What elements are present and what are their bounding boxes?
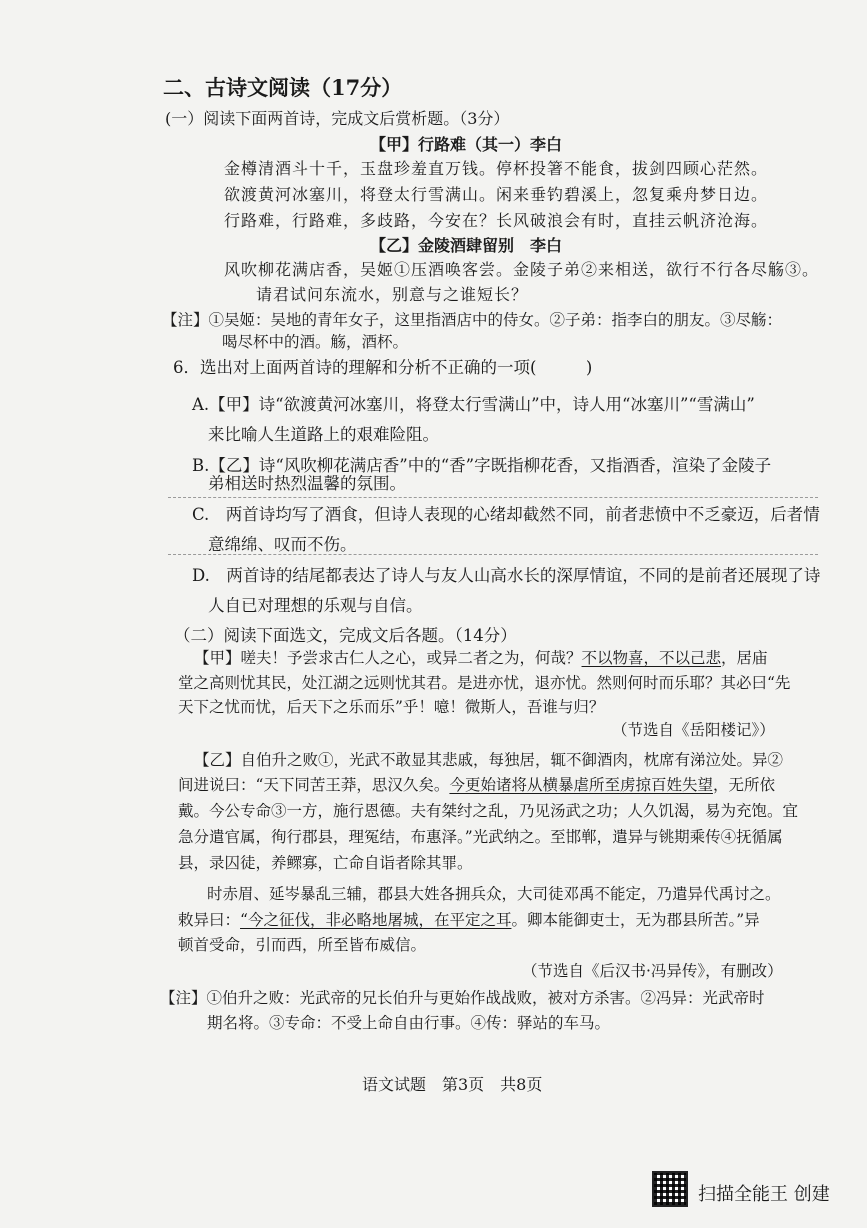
underlined-sentence: 不以物喜，不以己悲 bbox=[581, 649, 722, 667]
text-b-line bbox=[178, 773, 775, 795]
text-b-segment: ，无所依 bbox=[712, 776, 775, 794]
text-a-line: 天下之忧而忧，后天下之乐而乐”乎！噫！微斯人，吾谁与归？ bbox=[178, 698, 605, 716]
poem-b-line: 风吹柳花满店香，吴姬①压酒唤客尝。金陵子弟②来相送，欲行不行各尽觞③。 bbox=[224, 260, 820, 279]
option-b: B.【乙】诗“风吹柳花满店香”中的“香”字既指柳花香，又指酒香，渲染了金陵子 bbox=[192, 456, 772, 475]
text-a-line: 堂之高则忧其民，处江湖之远则忧其君。是进亦忧，退亦忧。然则何时而乐耶？其必曰“先 bbox=[178, 674, 791, 692]
text-b-segment: 。卿本能御吏士，无为郡县所苦。”异 bbox=[511, 911, 760, 929]
underlined-sentence: 今更始诸将从横暴虐所至虏掠百姓失望 bbox=[449, 776, 713, 794]
notes-2-line: 期名将。③专命：不受上命自由行事。④传：驿站的车马。 bbox=[207, 1014, 611, 1032]
scanner-watermark: 扫描全能王 创建 bbox=[698, 1184, 830, 1205]
text-a-line bbox=[194, 646, 768, 668]
notes-1-line: 【注】①吴姬：吴地的青年女子，这里指酒店中的侍女。②子弟：指李白的朋友。③尽觞： bbox=[162, 311, 783, 329]
text-b-segment: 敕异曰： bbox=[178, 911, 241, 929]
text-a-source: （节选自《岳阳楼记》） bbox=[612, 721, 775, 739]
notes-2-line: 【注】①伯升之败：光武帝的兄长伯升与更始作战战败，被对方杀害。②冯异：光武帝时 bbox=[160, 989, 765, 1007]
option-a-cont: 来比喻人生道路上的艰难险阻。 bbox=[208, 425, 439, 444]
option-c-cont: 意绵绵、叹而不伤。 bbox=[208, 535, 357, 554]
poem-b-line: 请君试问东流水，别意与之谁短长？ bbox=[256, 285, 529, 304]
qr-code-icon bbox=[652, 1171, 688, 1207]
option-c: C. 两首诗均写了酒食，但诗人表现的心绪却截然不同，前者悲愤中不乏豪迈，后者情 bbox=[192, 505, 820, 524]
poem-a-title: 【甲】行路难（其一）李白 bbox=[370, 135, 563, 154]
poem-a-line: 金樽清酒斗十千，玉盘珍羞直万钱。停杯投箸不能食，拔剑四顾心茫然。 bbox=[224, 159, 769, 178]
text-a-segment: ，居庙 bbox=[721, 649, 768, 667]
option-d-cont: 人自已对理想的乐观与自信。 bbox=[208, 596, 423, 615]
part1-title: (一）阅读下面两首诗，完成文后赏析题。（3分） bbox=[165, 109, 510, 128]
poem-b-title: 【乙】金陵酒肆留别 李白 bbox=[370, 236, 563, 255]
underlined-sentence: “今之征伐，非必略地屠城，在平定之耳 bbox=[240, 911, 512, 929]
option-d: D. 两首诗的结尾都表达了诗人与友人山高水长的深厚情谊，不同的是前者还展现了诗 bbox=[192, 566, 821, 585]
section-title: 二、古诗文阅读（17分） bbox=[163, 75, 403, 100]
question-6-stem: 6．选出对上面两首诗的理解和分析不正确的一项( ) bbox=[173, 358, 593, 377]
text-b-line: 急分遣官属，徇行郡县，理冤结，布惠泽。”光武纳之。至邯郸，遣异与铫期乘传④抚循属 bbox=[178, 828, 783, 846]
text-a-segment: 【甲】嗟夫！予尝求古仁人之心，或异二者之为，何哉？ bbox=[194, 649, 582, 667]
option-a: A.【甲】诗“欲渡黄河冰塞川，将登太行雪满山”中，诗人用“冰塞川”“雪满山” bbox=[192, 395, 755, 414]
poem-a-line: 欲渡黄河冰塞川，将登太行雪满山。闲来垂钓碧溪上，忽复乘舟梦日边。 bbox=[224, 185, 769, 204]
text-b-line bbox=[178, 908, 760, 930]
text-b-segment: 间进说曰：“天下同苦王莽，思汉久矣。 bbox=[178, 776, 450, 794]
text-b-line: 县，录囚徒，养鳏寡，亡命自诣者除其罪。 bbox=[178, 854, 473, 872]
text-b-line: 时赤眉、延岑暴乱三辅，郡县大姓各拥兵众，大司徒邓禹不能定，乃遣异代禹讨之。 bbox=[207, 885, 781, 903]
option-b-cont: 弟相送时热烈温馨的氛围。 bbox=[208, 474, 406, 493]
part2-title: （二）阅读下面选文，完成文后各题。（14分） bbox=[174, 626, 517, 645]
text-b-line: 【乙】自伯升之败①，光武不敢显其悲戚，每独居，辄不御酒肉，枕席有涕泣处。异② bbox=[194, 751, 784, 769]
poem-a-line: 行路难，行路难，多歧路，今安在？长风破浪会有时，直挂云帆济沧海。 bbox=[224, 211, 769, 230]
notes-1-line: 喝尽杯中的酒。觞，酒杯。 bbox=[222, 333, 409, 351]
text-b-source: （节选自《后汉书·冯异传》，有删改） bbox=[522, 962, 783, 980]
page-footer: 语文试题 第3页 共8页 bbox=[362, 1075, 543, 1094]
text-b-line: 戴。今公专命③一方，施行恩德。夫有桀纣之乱，乃见汤武之功；人久饥渴，易为充饱。宜 bbox=[178, 802, 799, 820]
text-b-line: 顿首受命，引而西，所至皆布威信。 bbox=[178, 936, 427, 954]
